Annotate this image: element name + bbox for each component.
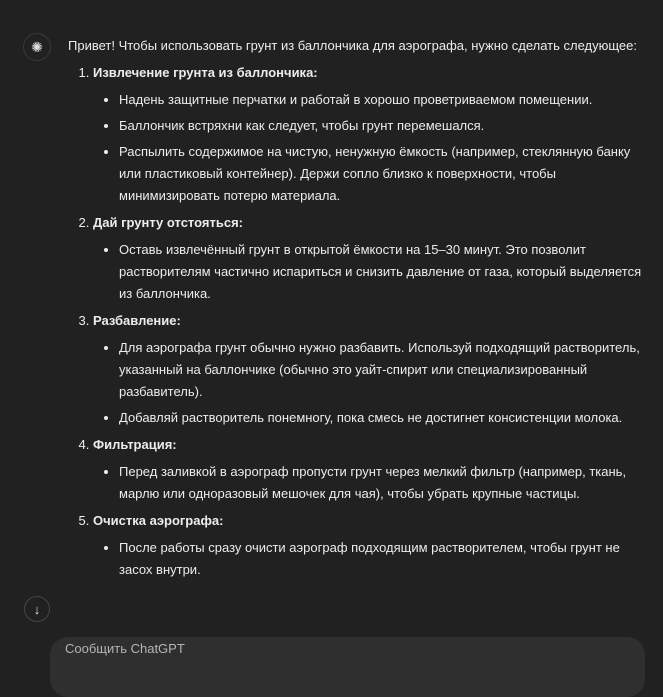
bullet-item: • Оставь извлечённый грунт в открытой ёмкости на 15–30 минут. Это позволит растворителям частично испариться и снизить давление от газа, который выделяется из баллончика. xyxy=(119,239,653,305)
composer xyxy=(50,637,645,697)
step-item xyxy=(93,212,653,305)
step-title: Очистка аэрографа: xyxy=(93,513,224,528)
step-title: Извлечение грунта из баллончика: xyxy=(93,65,318,80)
step-title: Дай грунту отстояться: xyxy=(93,215,243,230)
openai-logo-icon: ✺ xyxy=(31,38,43,55)
bullet-item: • После работы сразу очисти аэрограф подходящим растворителем, чтобы грунт не засох внутри. xyxy=(119,537,653,581)
message-intro: Привет! Чтобы использовать грунт из баллончика для аэрографа, нужно сделать следующее: xyxy=(68,38,638,53)
bullet-item: • Распылить содержимое на чистую, ненужную ёмкость (например, стеклянную банку или пластиковый контейнер). Держи сопло близко к поверхности, чтобы минимизировать потерю материала. xyxy=(119,141,653,207)
bullet-item: • Надень защитные перчатки и работай в хорошо проветриваемом помещении. xyxy=(119,89,653,111)
step-item xyxy=(93,434,653,505)
bullet-item: • Перед заливкой в аэрограф пропусти грунт через мелкий фильтр (например, ткань, марлю или одноразовый мешочек для чая), чтобы убрать крупные частицы. xyxy=(119,461,653,505)
bullet-item: • Баллончик встряхни как следует, чтобы грунт перемешался. xyxy=(119,115,653,137)
step-item xyxy=(93,510,653,581)
step-title: Разбавление: xyxy=(93,313,181,328)
step-item xyxy=(93,62,653,207)
message-input[interactable] xyxy=(65,641,465,656)
steps-list xyxy=(68,62,653,581)
arrow-down-icon: ↓ xyxy=(33,601,41,617)
bullet-item: • Добавляй растворитель понемногу, пока смесь не достигнет консистенции молока. xyxy=(119,407,653,429)
scroll-to-bottom-button[interactable] xyxy=(24,596,50,622)
bullet-item: • Для аэрографа грунт обычно нужно разбавить. Используй подходящий растворитель, указанный на баллончике (обычно это уайт-спирит или специализированный разбавитель). xyxy=(119,337,653,403)
assistant-message xyxy=(68,35,653,581)
assistant-avatar xyxy=(23,33,51,61)
step-item xyxy=(93,310,653,429)
step-title: Фильтрация: xyxy=(93,437,177,452)
